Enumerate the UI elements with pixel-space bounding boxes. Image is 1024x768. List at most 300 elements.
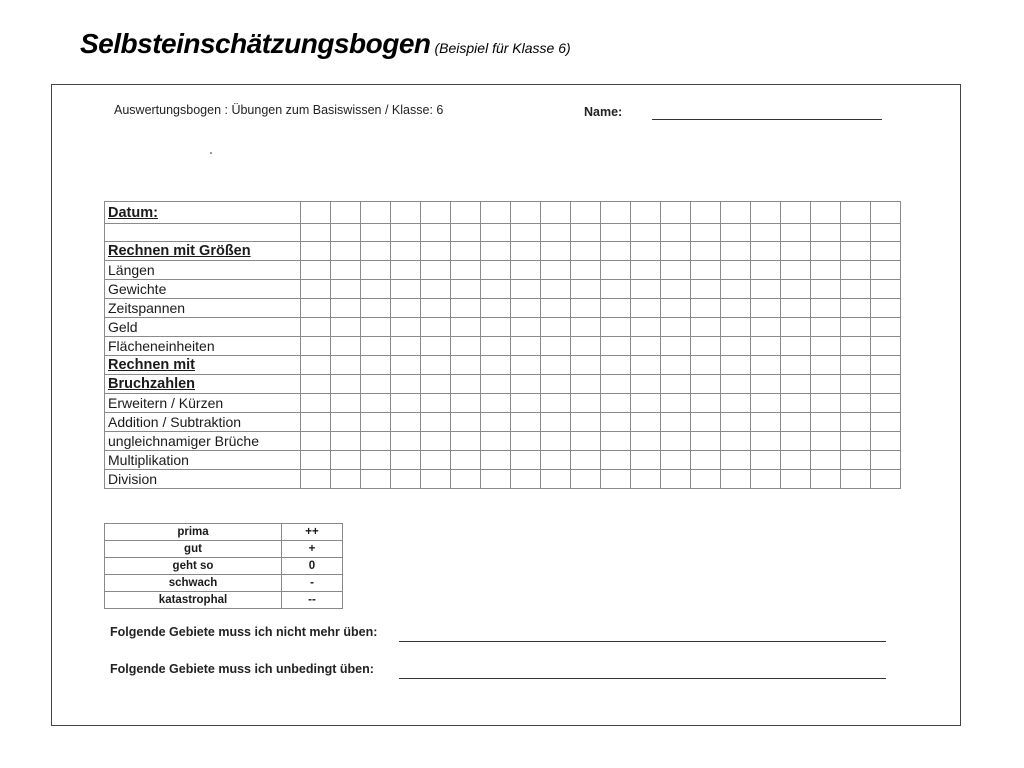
grid-mark-cell[interactable] (451, 470, 481, 489)
grid-mark-cell[interactable] (691, 318, 721, 337)
grid-mark-cell[interactable] (631, 280, 661, 299)
grid-mark-cell[interactable] (331, 394, 361, 413)
grid-mark-cell[interactable] (751, 375, 781, 394)
grid-mark-cell[interactable] (481, 413, 511, 432)
grid-mark-cell[interactable] (631, 224, 661, 242)
grid-mark-cell[interactable] (391, 432, 421, 451)
grid-mark-cell[interactable] (781, 280, 811, 299)
grid-mark-cell[interactable] (391, 224, 421, 242)
grid-mark-cell[interactable] (601, 224, 631, 242)
grid-mark-cell[interactable] (391, 202, 421, 224)
grid-mark-cell[interactable] (541, 242, 571, 261)
grid-mark-cell[interactable] (511, 242, 541, 261)
grid-mark-cell[interactable] (451, 242, 481, 261)
grid-mark-cell[interactable] (811, 202, 841, 224)
grid-mark-cell[interactable] (751, 451, 781, 470)
grid-mark-cell[interactable] (661, 470, 691, 489)
grid-mark-cell[interactable] (751, 242, 781, 261)
grid-mark-cell[interactable] (841, 202, 871, 224)
grid-mark-cell[interactable] (541, 299, 571, 318)
grid-mark-cell[interactable] (361, 337, 391, 356)
grid-mark-cell[interactable] (301, 318, 331, 337)
grid-mark-cell[interactable] (511, 356, 541, 375)
grid-mark-cell[interactable] (601, 299, 631, 318)
grid-mark-cell[interactable] (751, 394, 781, 413)
grid-mark-cell[interactable] (781, 375, 811, 394)
grid-mark-cell[interactable] (481, 318, 511, 337)
grid-mark-cell[interactable] (391, 394, 421, 413)
grid-mark-cell[interactable] (421, 432, 451, 451)
grid-mark-cell[interactable] (421, 451, 451, 470)
grid-mark-cell[interactable] (511, 375, 541, 394)
grid-mark-cell[interactable] (481, 202, 511, 224)
grid-mark-cell[interactable] (871, 280, 901, 299)
grid-mark-cell[interactable] (811, 470, 841, 489)
grid-mark-cell[interactable] (571, 202, 601, 224)
grid-mark-cell[interactable] (751, 356, 781, 375)
grid-mark-cell[interactable] (331, 318, 361, 337)
grid-mark-cell[interactable] (811, 242, 841, 261)
grid-mark-cell[interactable] (481, 356, 511, 375)
grid-mark-cell[interactable] (481, 375, 511, 394)
grid-mark-cell[interactable] (511, 202, 541, 224)
grid-mark-cell[interactable] (871, 356, 901, 375)
grid-mark-cell[interactable] (811, 356, 841, 375)
grid-mark-cell[interactable] (601, 413, 631, 432)
grid-mark-cell[interactable] (721, 413, 751, 432)
grid-mark-cell[interactable] (691, 470, 721, 489)
grid-mark-cell[interactable] (691, 242, 721, 261)
grid-mark-cell[interactable] (451, 261, 481, 280)
grid-mark-cell[interactable] (691, 280, 721, 299)
grid-mark-cell[interactable] (451, 280, 481, 299)
grid-mark-cell[interactable] (451, 413, 481, 432)
grid-mark-cell[interactable] (481, 337, 511, 356)
grid-mark-cell[interactable] (841, 224, 871, 242)
grid-mark-cell[interactable] (331, 432, 361, 451)
grid-mark-cell[interactable] (751, 202, 781, 224)
grid-mark-cell[interactable] (691, 337, 721, 356)
grid-mark-cell[interactable] (781, 224, 811, 242)
must-practice-field[interactable] (399, 678, 886, 679)
grid-mark-cell[interactable] (691, 375, 721, 394)
grid-mark-cell[interactable] (811, 413, 841, 432)
grid-mark-cell[interactable] (361, 356, 391, 375)
grid-mark-cell[interactable] (541, 451, 571, 470)
grid-mark-cell[interactable] (841, 451, 871, 470)
grid-mark-cell[interactable] (331, 375, 361, 394)
grid-mark-cell[interactable] (871, 375, 901, 394)
grid-mark-cell[interactable] (781, 202, 811, 224)
grid-mark-cell[interactable] (511, 299, 541, 318)
grid-mark-cell[interactable] (421, 202, 451, 224)
grid-mark-cell[interactable] (751, 413, 781, 432)
grid-mark-cell[interactable] (721, 394, 751, 413)
grid-mark-cell[interactable] (301, 470, 331, 489)
grid-mark-cell[interactable] (361, 375, 391, 394)
grid-mark-cell[interactable] (451, 318, 481, 337)
grid-mark-cell[interactable] (361, 318, 391, 337)
grid-mark-cell[interactable] (301, 261, 331, 280)
grid-mark-cell[interactable] (631, 470, 661, 489)
grid-mark-cell[interactable] (571, 470, 601, 489)
grid-mark-cell[interactable] (841, 261, 871, 280)
grid-mark-cell[interactable] (721, 242, 751, 261)
grid-mark-cell[interactable] (301, 299, 331, 318)
grid-mark-cell[interactable] (421, 261, 451, 280)
grid-mark-cell[interactable] (391, 375, 421, 394)
grid-mark-cell[interactable] (661, 224, 691, 242)
grid-mark-cell[interactable] (811, 394, 841, 413)
grid-mark-cell[interactable] (391, 356, 421, 375)
grid-mark-cell[interactable] (361, 299, 391, 318)
grid-mark-cell[interactable] (421, 337, 451, 356)
grid-mark-cell[interactable] (871, 432, 901, 451)
grid-mark-cell[interactable] (811, 318, 841, 337)
grid-mark-cell[interactable] (661, 394, 691, 413)
grid-mark-cell[interactable] (691, 202, 721, 224)
grid-mark-cell[interactable] (631, 375, 661, 394)
grid-mark-cell[interactable] (481, 470, 511, 489)
grid-mark-cell[interactable] (631, 299, 661, 318)
grid-mark-cell[interactable] (571, 394, 601, 413)
no-more-practice-field[interactable] (399, 641, 886, 642)
grid-mark-cell[interactable] (751, 261, 781, 280)
grid-mark-cell[interactable] (421, 242, 451, 261)
grid-mark-cell[interactable] (661, 413, 691, 432)
grid-mark-cell[interactable] (301, 242, 331, 261)
grid-mark-cell[interactable] (871, 337, 901, 356)
grid-mark-cell[interactable] (811, 451, 841, 470)
grid-mark-cell[interactable] (421, 299, 451, 318)
grid-mark-cell[interactable] (571, 356, 601, 375)
grid-mark-cell[interactable] (541, 337, 571, 356)
grid-mark-cell[interactable] (871, 413, 901, 432)
grid-mark-cell[interactable] (421, 470, 451, 489)
grid-mark-cell[interactable] (571, 451, 601, 470)
grid-mark-cell[interactable] (301, 337, 331, 356)
grid-mark-cell[interactable] (661, 202, 691, 224)
grid-mark-cell[interactable] (601, 470, 631, 489)
grid-mark-cell[interactable] (331, 261, 361, 280)
grid-mark-cell[interactable] (601, 261, 631, 280)
grid-mark-cell[interactable] (811, 375, 841, 394)
grid-mark-cell[interactable] (871, 451, 901, 470)
grid-mark-cell[interactable] (841, 299, 871, 318)
grid-mark-cell[interactable] (721, 356, 751, 375)
grid-mark-cell[interactable] (781, 470, 811, 489)
grid-mark-cell[interactable] (811, 337, 841, 356)
grid-mark-cell[interactable] (361, 394, 391, 413)
grid-mark-cell[interactable] (661, 337, 691, 356)
grid-mark-cell[interactable] (631, 202, 661, 224)
grid-mark-cell[interactable] (691, 299, 721, 318)
grid-mark-cell[interactable] (871, 470, 901, 489)
grid-mark-cell[interactable] (811, 261, 841, 280)
grid-mark-cell[interactable] (481, 394, 511, 413)
grid-mark-cell[interactable] (661, 280, 691, 299)
grid-mark-cell[interactable] (631, 432, 661, 451)
grid-mark-cell[interactable] (481, 432, 511, 451)
grid-mark-cell[interactable] (301, 413, 331, 432)
grid-mark-cell[interactable] (541, 375, 571, 394)
grid-mark-cell[interactable] (601, 280, 631, 299)
grid-mark-cell[interactable] (631, 337, 661, 356)
grid-mark-cell[interactable] (691, 394, 721, 413)
grid-mark-cell[interactable] (511, 318, 541, 337)
grid-mark-cell[interactable] (511, 280, 541, 299)
grid-mark-cell[interactable] (841, 318, 871, 337)
grid-mark-cell[interactable] (331, 470, 361, 489)
grid-mark-cell[interactable] (721, 280, 751, 299)
grid-mark-cell[interactable] (601, 242, 631, 261)
grid-mark-cell[interactable] (451, 202, 481, 224)
grid-mark-cell[interactable] (841, 375, 871, 394)
grid-mark-cell[interactable] (301, 356, 331, 375)
grid-mark-cell[interactable] (721, 202, 751, 224)
grid-mark-cell[interactable] (301, 202, 331, 224)
grid-mark-cell[interactable] (421, 356, 451, 375)
grid-mark-cell[interactable] (511, 432, 541, 451)
grid-mark-cell[interactable] (751, 432, 781, 451)
grid-mark-cell[interactable] (631, 261, 661, 280)
grid-mark-cell[interactable] (721, 224, 751, 242)
grid-mark-cell[interactable] (841, 413, 871, 432)
grid-mark-cell[interactable] (781, 356, 811, 375)
grid-mark-cell[interactable] (331, 299, 361, 318)
grid-mark-cell[interactable] (481, 280, 511, 299)
grid-mark-cell[interactable] (691, 261, 721, 280)
grid-mark-cell[interactable] (331, 224, 361, 242)
grid-mark-cell[interactable] (601, 451, 631, 470)
grid-mark-cell[interactable] (331, 337, 361, 356)
grid-mark-cell[interactable] (451, 299, 481, 318)
grid-mark-cell[interactable] (331, 242, 361, 261)
name-field[interactable] (652, 119, 882, 120)
grid-mark-cell[interactable] (541, 470, 571, 489)
grid-mark-cell[interactable] (781, 394, 811, 413)
grid-mark-cell[interactable] (601, 337, 631, 356)
grid-mark-cell[interactable] (781, 318, 811, 337)
grid-mark-cell[interactable] (661, 299, 691, 318)
grid-mark-cell[interactable] (541, 356, 571, 375)
grid-mark-cell[interactable] (751, 470, 781, 489)
grid-mark-cell[interactable] (511, 470, 541, 489)
grid-mark-cell[interactable] (391, 337, 421, 356)
grid-mark-cell[interactable] (781, 261, 811, 280)
grid-mark-cell[interactable] (451, 451, 481, 470)
grid-mark-cell[interactable] (631, 394, 661, 413)
grid-mark-cell[interactable] (361, 451, 391, 470)
grid-mark-cell[interactable] (391, 470, 421, 489)
grid-mark-cell[interactable] (871, 299, 901, 318)
grid-mark-cell[interactable] (661, 242, 691, 261)
grid-mark-cell[interactable] (661, 375, 691, 394)
grid-mark-cell[interactable] (571, 413, 601, 432)
grid-mark-cell[interactable] (481, 451, 511, 470)
grid-mark-cell[interactable] (811, 299, 841, 318)
grid-mark-cell[interactable] (631, 318, 661, 337)
grid-mark-cell[interactable] (721, 261, 751, 280)
grid-mark-cell[interactable] (571, 224, 601, 242)
grid-mark-cell[interactable] (631, 451, 661, 470)
grid-mark-cell[interactable] (811, 224, 841, 242)
grid-mark-cell[interactable] (301, 280, 331, 299)
grid-mark-cell[interactable] (721, 375, 751, 394)
grid-mark-cell[interactable] (421, 375, 451, 394)
grid-mark-cell[interactable] (871, 394, 901, 413)
grid-mark-cell[interactable] (601, 394, 631, 413)
grid-mark-cell[interactable] (541, 432, 571, 451)
grid-mark-cell[interactable] (871, 318, 901, 337)
grid-mark-cell[interactable] (631, 413, 661, 432)
grid-mark-cell[interactable] (571, 299, 601, 318)
grid-mark-cell[interactable] (571, 318, 601, 337)
grid-mark-cell[interactable] (451, 337, 481, 356)
grid-mark-cell[interactable] (751, 337, 781, 356)
grid-mark-cell[interactable] (361, 280, 391, 299)
grid-mark-cell[interactable] (391, 280, 421, 299)
grid-mark-cell[interactable] (571, 280, 601, 299)
grid-mark-cell[interactable] (871, 224, 901, 242)
grid-mark-cell[interactable] (421, 318, 451, 337)
grid-mark-cell[interactable] (391, 242, 421, 261)
grid-mark-cell[interactable] (541, 280, 571, 299)
grid-mark-cell[interactable] (331, 356, 361, 375)
grid-mark-cell[interactable] (421, 413, 451, 432)
grid-mark-cell[interactable] (481, 224, 511, 242)
grid-mark-cell[interactable] (571, 337, 601, 356)
grid-mark-cell[interactable] (751, 224, 781, 242)
grid-mark-cell[interactable] (601, 356, 631, 375)
grid-mark-cell[interactable] (331, 413, 361, 432)
grid-mark-cell[interactable] (451, 224, 481, 242)
grid-mark-cell[interactable] (781, 451, 811, 470)
grid-mark-cell[interactable] (661, 318, 691, 337)
grid-mark-cell[interactable] (511, 451, 541, 470)
grid-mark-cell[interactable] (391, 261, 421, 280)
grid-mark-cell[interactable] (361, 242, 391, 261)
grid-mark-cell[interactable] (541, 394, 571, 413)
grid-mark-cell[interactable] (601, 318, 631, 337)
grid-mark-cell[interactable] (601, 375, 631, 394)
grid-mark-cell[interactable] (691, 432, 721, 451)
grid-mark-cell[interactable] (361, 224, 391, 242)
grid-mark-cell[interactable] (301, 432, 331, 451)
grid-mark-cell[interactable] (421, 224, 451, 242)
grid-mark-cell[interactable] (541, 261, 571, 280)
grid-mark-cell[interactable] (361, 261, 391, 280)
grid-mark-cell[interactable] (721, 470, 751, 489)
grid-mark-cell[interactable] (631, 356, 661, 375)
grid-mark-cell[interactable] (781, 413, 811, 432)
grid-mark-cell[interactable] (841, 337, 871, 356)
grid-mark-cell[interactable] (841, 470, 871, 489)
grid-mark-cell[interactable] (511, 394, 541, 413)
grid-mark-cell[interactable] (301, 375, 331, 394)
grid-mark-cell[interactable] (301, 394, 331, 413)
grid-mark-cell[interactable] (571, 375, 601, 394)
grid-mark-cell[interactable] (781, 432, 811, 451)
grid-mark-cell[interactable] (781, 337, 811, 356)
grid-mark-cell[interactable] (721, 432, 751, 451)
grid-mark-cell[interactable] (541, 318, 571, 337)
grid-mark-cell[interactable] (841, 356, 871, 375)
grid-mark-cell[interactable] (811, 280, 841, 299)
grid-mark-cell[interactable] (331, 451, 361, 470)
grid-mark-cell[interactable] (691, 356, 721, 375)
grid-mark-cell[interactable] (601, 432, 631, 451)
grid-mark-cell[interactable] (361, 470, 391, 489)
grid-mark-cell[interactable] (391, 299, 421, 318)
grid-mark-cell[interactable] (481, 299, 511, 318)
grid-mark-cell[interactable] (391, 318, 421, 337)
grid-mark-cell[interactable] (841, 432, 871, 451)
grid-mark-cell[interactable] (451, 394, 481, 413)
grid-mark-cell[interactable] (691, 451, 721, 470)
grid-mark-cell[interactable] (331, 202, 361, 224)
grid-mark-cell[interactable] (691, 224, 721, 242)
grid-mark-cell[interactable] (661, 451, 691, 470)
grid-mark-cell[interactable] (421, 280, 451, 299)
grid-mark-cell[interactable] (421, 394, 451, 413)
grid-mark-cell[interactable] (811, 432, 841, 451)
grid-mark-cell[interactable] (721, 299, 751, 318)
grid-mark-cell[interactable] (631, 242, 661, 261)
grid-mark-cell[interactable] (511, 224, 541, 242)
grid-mark-cell[interactable] (571, 242, 601, 261)
grid-mark-cell[interactable] (661, 432, 691, 451)
grid-mark-cell[interactable] (361, 413, 391, 432)
grid-mark-cell[interactable] (361, 432, 391, 451)
grid-mark-cell[interactable] (541, 202, 571, 224)
grid-mark-cell[interactable] (541, 413, 571, 432)
grid-mark-cell[interactable] (361, 202, 391, 224)
grid-mark-cell[interactable] (751, 280, 781, 299)
grid-mark-cell[interactable] (751, 299, 781, 318)
grid-mark-cell[interactable] (511, 413, 541, 432)
grid-mark-cell[interactable] (511, 337, 541, 356)
grid-mark-cell[interactable] (841, 280, 871, 299)
grid-mark-cell[interactable] (721, 451, 751, 470)
grid-mark-cell[interactable] (481, 261, 511, 280)
grid-mark-cell[interactable] (571, 261, 601, 280)
grid-mark-cell[interactable] (301, 224, 331, 242)
grid-mark-cell[interactable] (391, 413, 421, 432)
grid-mark-cell[interactable] (871, 261, 901, 280)
grid-mark-cell[interactable] (781, 299, 811, 318)
grid-mark-cell[interactable] (571, 432, 601, 451)
grid-mark-cell[interactable] (301, 451, 331, 470)
grid-mark-cell[interactable] (661, 356, 691, 375)
grid-mark-cell[interactable] (451, 432, 481, 451)
grid-mark-cell[interactable] (691, 413, 721, 432)
grid-mark-cell[interactable] (331, 280, 361, 299)
grid-mark-cell[interactable] (661, 261, 691, 280)
grid-mark-cell[interactable] (721, 337, 751, 356)
grid-mark-cell[interactable] (481, 242, 511, 261)
grid-mark-cell[interactable] (511, 261, 541, 280)
grid-mark-cell[interactable] (451, 375, 481, 394)
grid-mark-cell[interactable] (391, 451, 421, 470)
grid-mark-cell[interactable] (451, 356, 481, 375)
grid-mark-cell[interactable] (721, 318, 751, 337)
grid-mark-cell[interactable] (781, 242, 811, 261)
grid-mark-cell[interactable] (841, 242, 871, 261)
grid-mark-cell[interactable] (751, 318, 781, 337)
grid-mark-cell[interactable] (541, 224, 571, 242)
grid-mark-cell[interactable] (871, 202, 901, 224)
